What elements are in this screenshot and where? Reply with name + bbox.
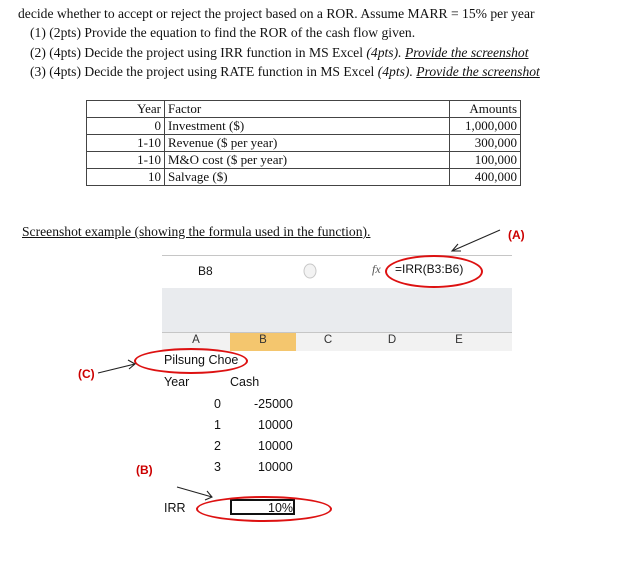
cell-year[interactable]: 1 (214, 418, 221, 432)
question-item-2-text: (4pts) Decide the project using IRR function in MS Excel (49, 45, 363, 60)
arrow-b (177, 487, 212, 497)
cell-year[interactable]: 2 (214, 439, 221, 453)
cell-factor: Salvage ($) (165, 169, 450, 186)
cell-cash[interactable]: 10000 (258, 418, 293, 432)
header-factor: Factor (165, 101, 450, 118)
cell-author[interactable]: Pilsung Choe (164, 353, 239, 367)
cell-amount: 100,000 (450, 152, 521, 169)
screenshot-caption: Screenshot example (showing the formula used in the function). (22, 224, 371, 239)
column-header-d[interactable]: D (387, 334, 397, 346)
question-item-1-num: (1) (30, 25, 46, 40)
column-header-c[interactable]: C (323, 334, 333, 346)
cell-amount: 400,000 (450, 169, 521, 186)
column-header-e[interactable]: E (455, 334, 463, 346)
cell-amount: 1,000,000 (450, 118, 521, 135)
question-item-3-num: (3) (30, 64, 46, 79)
cell-year[interactable]: 0 (214, 397, 221, 411)
header-amounts: Amounts (450, 101, 521, 118)
question-item-2-pts: (4pts). (366, 45, 402, 60)
cell-year: 10 (87, 169, 165, 186)
fx-icon: fx (372, 262, 381, 276)
cell-year: 1-10 (87, 135, 165, 152)
column-header-a[interactable]: A (192, 334, 200, 346)
cell-year: 1-10 (87, 152, 165, 169)
cell-irr-value[interactable]: 10% (268, 501, 294, 515)
cell-cash[interactable]: 10000 (258, 439, 293, 453)
cell-cash-header[interactable]: Cash (230, 375, 260, 389)
cell-year-header[interactable]: Year (164, 375, 190, 389)
cell-year[interactable]: 3 (214, 460, 221, 474)
arrow-a (452, 230, 500, 251)
header-year: Year (87, 101, 165, 118)
question-item-2-link: Provide the screenshot (404, 45, 529, 60)
cell-year: 0 (87, 118, 165, 135)
cell-cash[interactable]: -25000 (254, 397, 293, 411)
formula-text[interactable]: =IRR(B3:B6) (395, 262, 464, 276)
cell-factor: Revenue ($ per year) (165, 135, 450, 152)
question-item-3-text: (4pts) Decide the project using RATE function in MS Excel (49, 64, 375, 79)
annotation-label-b: (B) (136, 463, 153, 477)
question-item-3-link: Provide the screenshot (416, 64, 540, 79)
annotation-label-a: (A) (508, 228, 525, 242)
annotation-label-c: (C) (78, 367, 95, 381)
question-intro: decide whether to accept or reject the project based on a ROR. Assume MARR = 15% per year (18, 6, 535, 21)
question-item-3-pts: (4pts). (377, 64, 413, 79)
cell-factor: Investment ($) (165, 118, 450, 135)
cell-amount: 300,000 (450, 135, 521, 152)
column-header-b[interactable]: B (259, 334, 267, 346)
question-item-1-text: (2pts) Provide the equation to find the ROR of the cash flow given. (49, 25, 416, 40)
cell-factor: M&O cost ($ per year) (165, 152, 450, 169)
cell-cash[interactable]: 10000 (258, 460, 293, 474)
question-item-2-num: (2) (30, 45, 46, 60)
name-box-value: B8 (198, 264, 213, 278)
cell-irr-label[interactable]: IRR (164, 501, 186, 515)
